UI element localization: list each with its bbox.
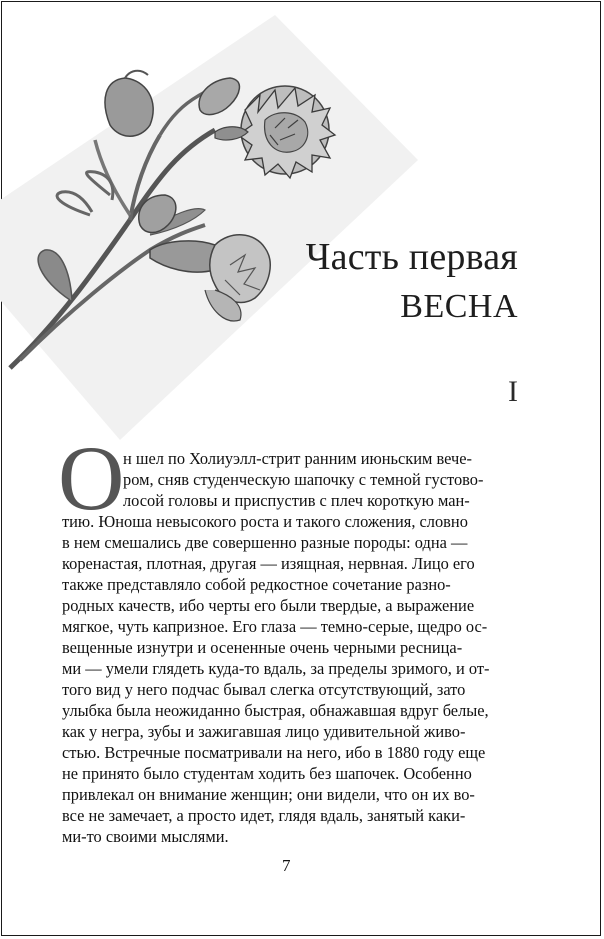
body-line: лосой головы и приспустив с плеч короткую ман- xyxy=(123,491,470,510)
bud-top-left-tip xyxy=(125,71,148,78)
season-title: ВЕСНА xyxy=(400,288,518,325)
body-line: н шел по Холиуэлл-стрит ранним июньским вече- xyxy=(123,449,472,468)
illustration-background xyxy=(0,15,418,440)
body-line: ми-то своими мыслями. xyxy=(62,827,229,846)
carnation-illustration xyxy=(0,0,420,440)
body-line: вещенные изнутри и осененные очень черными ресница- xyxy=(62,638,463,657)
body-line: коренастая, плотная, другая — изящная, нервная. Лицо его xyxy=(62,554,475,573)
chapter-number: I xyxy=(508,375,518,408)
body-line: мягкое, чуть капризное. Его глаза — темно-серые, щедро ос- xyxy=(62,617,488,636)
drop-cap: О xyxy=(58,427,125,529)
bud-top-left xyxy=(105,78,153,136)
body-line: того вид у него подчас бывал слегка отсутствующий, зато xyxy=(62,680,466,699)
body-line: привлекал он внимание женщин; они видели, что он их во- xyxy=(62,785,475,804)
body-line: также представляло собой редкостное сочетание разно- xyxy=(62,575,451,594)
body-line: стью. Встречные посматривали на него, ибо в 1880 году еще xyxy=(62,743,486,762)
body-line: ми — умели глядеть куда-то вдаль, за пределы зримого, и от- xyxy=(62,659,490,678)
body-line: как у негра, зубы и зажигавшая лицо удивительной живо- xyxy=(62,722,466,741)
body-line: все не замечает, а просто идет, глядя вдаль, занятый каки- xyxy=(62,806,466,825)
body-line: улыбка была неожиданно быстрая, обнажавшая вдруг белые, xyxy=(62,701,489,720)
body-line: ром, сняв студенческую шапочку с темной густово- xyxy=(123,470,484,489)
part-title: Часть первая xyxy=(305,236,518,278)
body-line: тию. Юноша невысокого роста и такого сложения, словно xyxy=(62,512,468,531)
body-line: не принято было студентам ходить без шапочек. Особенно xyxy=(62,764,472,783)
body-line: в нем смешались две совершенно разные породы: одна — xyxy=(62,533,468,552)
body-line: родных качеств, ибо черты его были твердые, а выражение xyxy=(62,596,475,615)
page-number: 7 xyxy=(282,856,291,875)
